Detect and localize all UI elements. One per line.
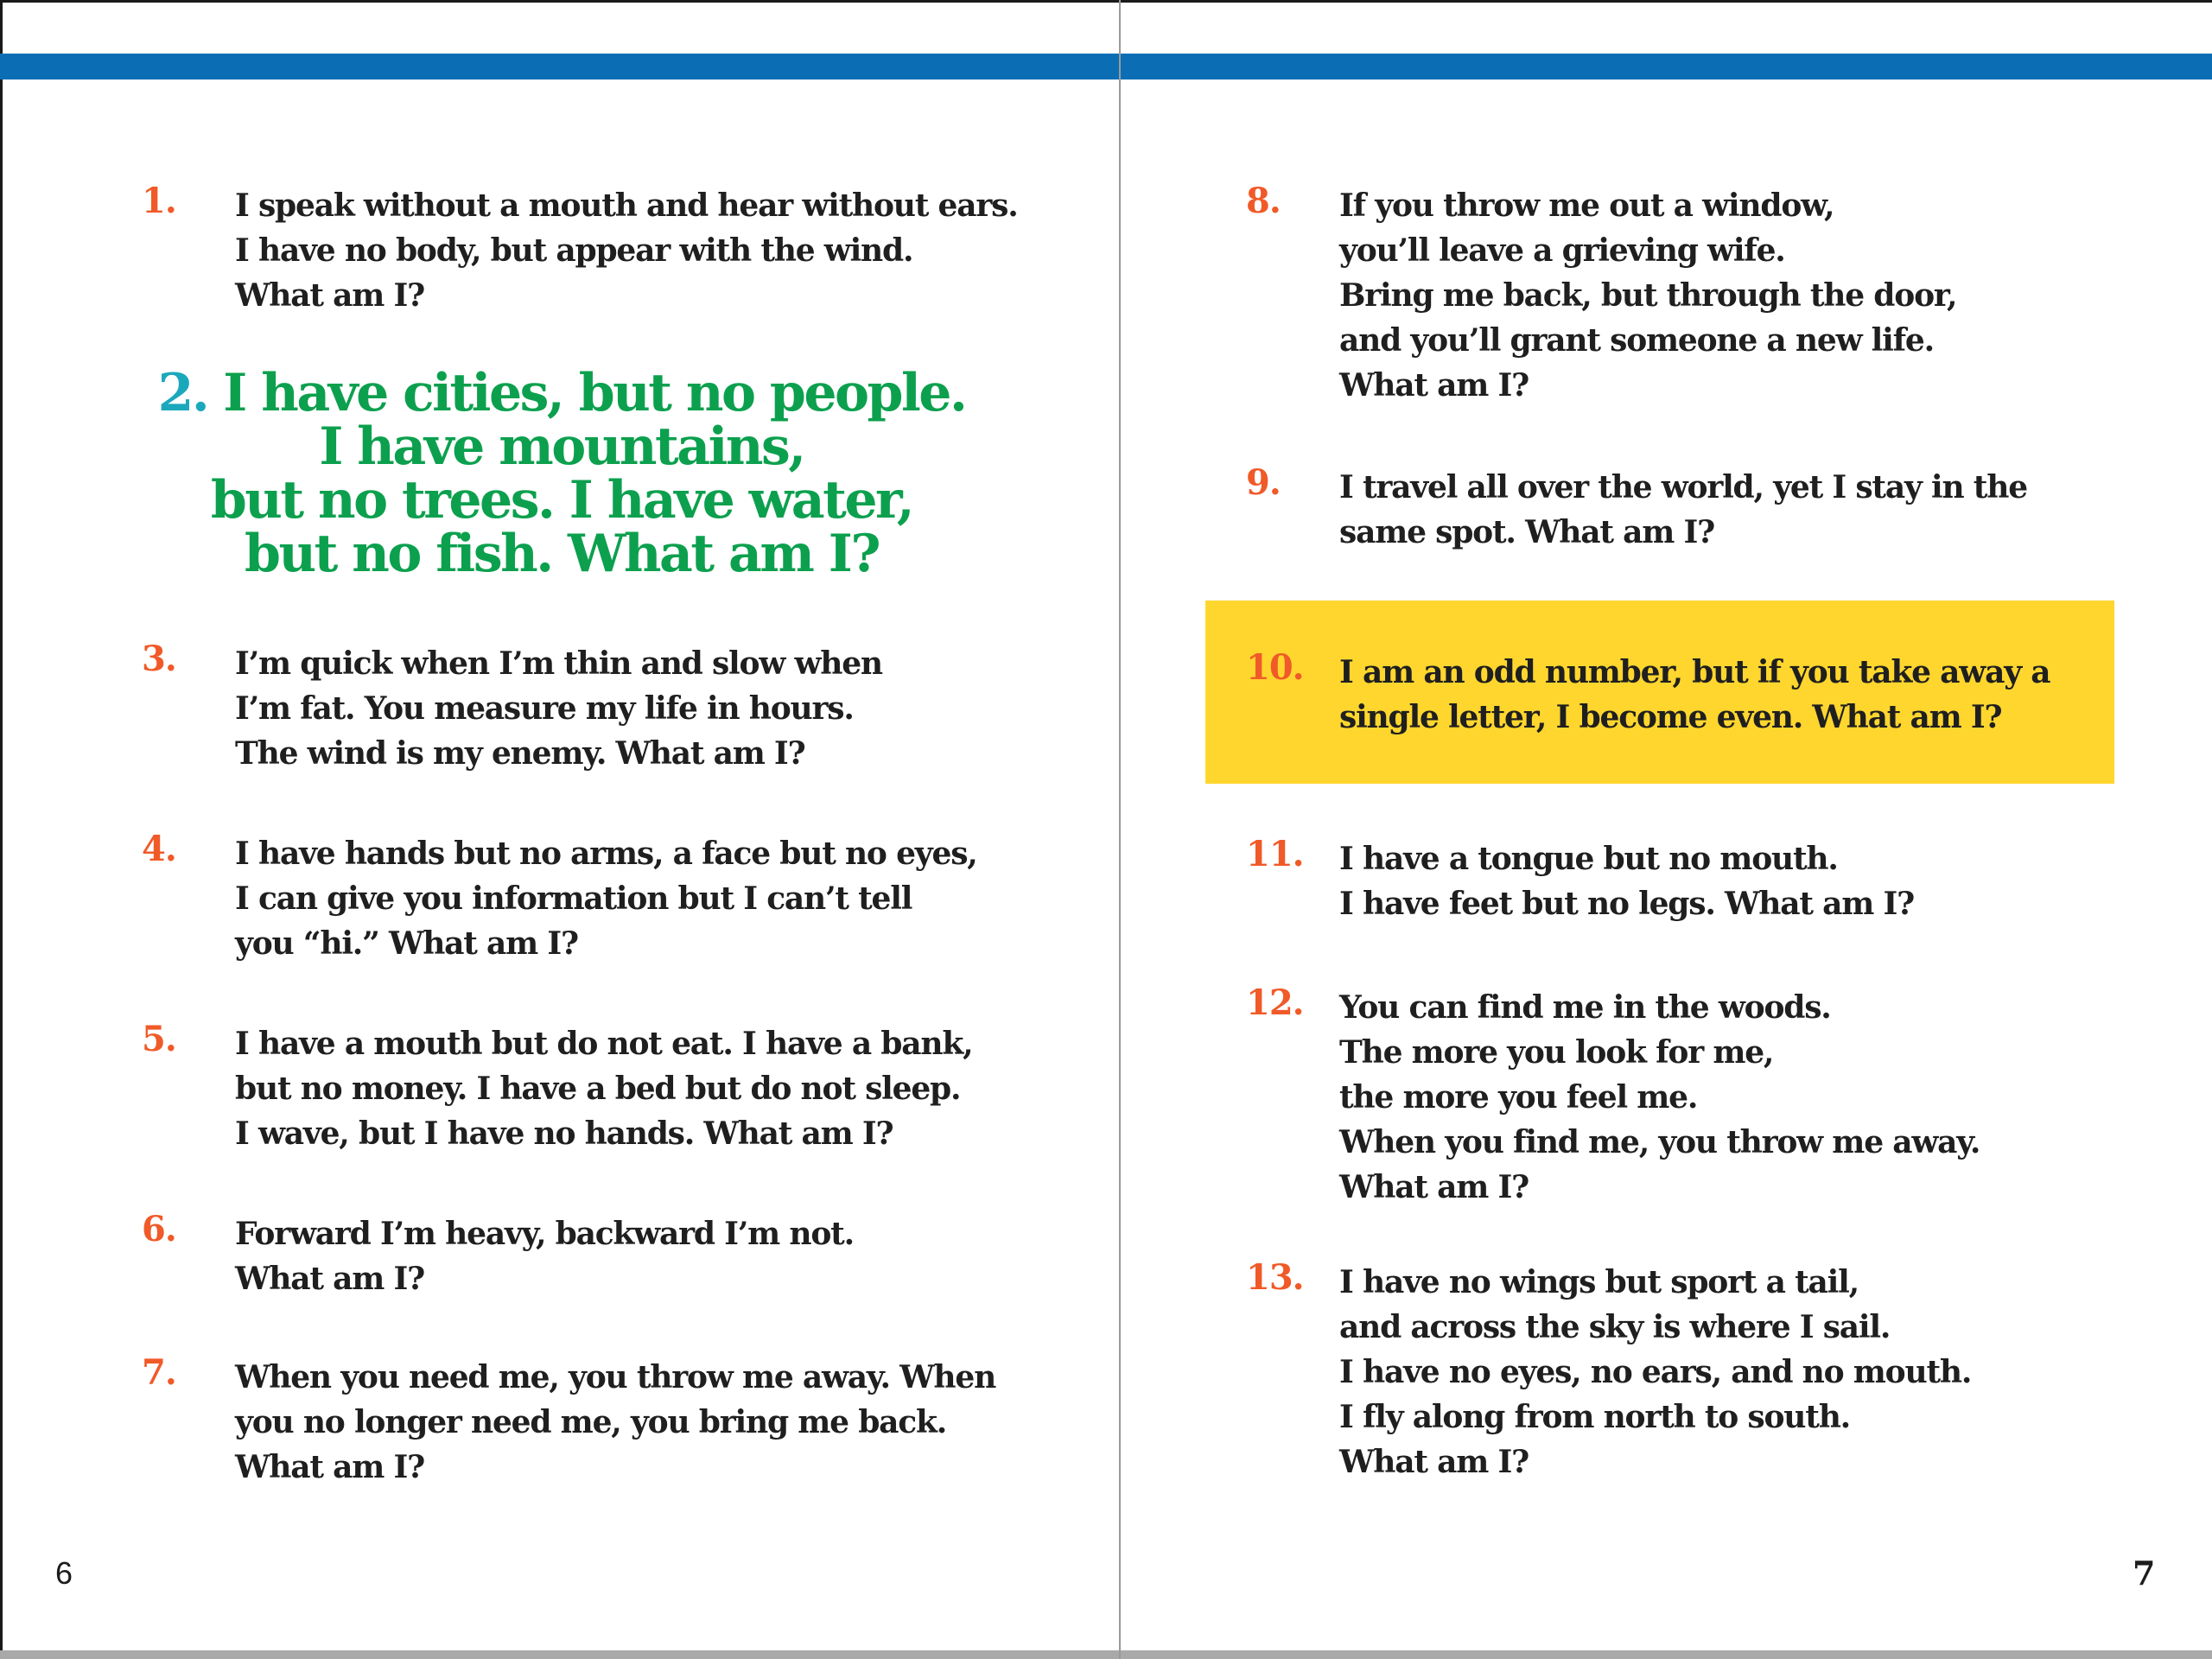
riddle-line: I have no wings but sport a tail, — [1339, 1264, 1859, 1300]
riddle-13 — [1246, 1257, 1972, 1484]
riddle-line: Bring me back, but through the door, — [1339, 277, 1957, 314]
page-left-border — [0, 0, 3, 1659]
riddle-line: When you need me, you throw me away. When — [235, 1359, 996, 1395]
page-top-border — [0, 0, 2212, 3]
riddle-line: What am I? — [1339, 1444, 1529, 1480]
riddle-10-text — [1339, 650, 2050, 740]
riddle-13-number: 13. — [1246, 1257, 1304, 1298]
riddle-line: I’m quick when I’m thin and slow when — [235, 645, 882, 682]
riddle-1-number: 1. — [142, 181, 176, 221]
riddle-line: I have hands but no arms, a face but no eyes, — [235, 836, 977, 872]
riddle-line: What am I? — [235, 1449, 424, 1485]
riddle-12-text — [1339, 985, 1980, 1210]
riddle-line: The more you look for me, — [1339, 1034, 1774, 1071]
riddle-line: but no trees. I have water, — [210, 470, 913, 531]
riddle-3-number: 3. — [142, 639, 176, 679]
riddle-8-number: 8. — [1246, 181, 1281, 221]
riddle-4-text — [235, 831, 977, 966]
riddle-3 — [142, 641, 882, 776]
riddle-line: Forward I’m heavy, backward I’m not. — [235, 1216, 854, 1252]
riddle-6 — [142, 1211, 854, 1301]
riddle-line: I have no body, but appear with the wind. — [235, 232, 913, 269]
riddle-3-text — [235, 641, 882, 776]
riddle-line: I can give you information but I can’t tell — [235, 880, 912, 917]
riddle-4 — [142, 831, 977, 966]
riddle-line: What am I? — [235, 1261, 424, 1297]
riddle-11 — [1246, 836, 1914, 926]
page-number-right: 7 — [2133, 1554, 2156, 1592]
riddle-line: I have a mouth but do not eat. I have a bank, — [235, 1026, 973, 1062]
riddle-5 — [142, 1021, 972, 1156]
riddle-2-line — [86, 363, 1037, 423]
riddle-11-number: 11. — [1246, 834, 1304, 874]
center-page-divider — [1119, 0, 1121, 1659]
riddle-7-number: 7. — [142, 1352, 176, 1393]
riddle-1 — [142, 183, 1018, 318]
riddle-6-text — [235, 1211, 854, 1301]
riddle-line: and across the sky is where I sail. — [1339, 1309, 1891, 1345]
riddle-line: You can find me in the woods. — [1339, 989, 1831, 1026]
riddle-line: I have mountains, — [319, 416, 804, 477]
page-number-left: 6 — [55, 1555, 73, 1591]
riddle-line: I wave, but I have no hands. What am I? — [235, 1116, 893, 1152]
riddle-line: I have cities, but no people. — [223, 363, 966, 423]
riddle-9-text — [1339, 465, 2027, 555]
header-blue-bar — [0, 54, 2212, 79]
riddle-line: I have no eyes, no ears, and no mouth. — [1339, 1354, 1972, 1390]
riddle-line: I have feet but no legs. What am I? — [1339, 886, 1914, 922]
riddle-line: I am an odd number, but if you take away a — [1339, 654, 2050, 690]
riddle-12-number: 12. — [1246, 982, 1304, 1023]
riddle-line: but no money. I have a bed but do not sleep. — [235, 1071, 961, 1107]
riddle-line: same spot. What am I? — [1339, 514, 1715, 550]
riddle-1-text — [235, 183, 1018, 318]
riddle-8 — [1246, 183, 1956, 408]
riddle-line: I speak without a mouth and hear without ears. — [235, 188, 1018, 224]
riddle-9 — [1246, 462, 2027, 555]
riddle-4-number: 4. — [142, 829, 176, 869]
riddle-5-text — [235, 1021, 972, 1156]
riddle-2-featured — [86, 363, 1037, 584]
riddle-2-number: 2. — [157, 363, 208, 423]
riddle-line: and you’ll grant someone a new life. — [1339, 322, 1934, 359]
riddle-line: If you throw me out a window, — [1339, 188, 1834, 224]
riddle-7 — [142, 1352, 996, 1490]
page-bottom-border — [0, 1650, 2212, 1659]
riddle-line: The wind is my enemy. What am I? — [235, 735, 805, 772]
riddle-line: What am I? — [1339, 367, 1529, 404]
riddle-line: you no longer need me, you bring me back. — [235, 1404, 947, 1440]
riddle-line: you “hi.” What am I? — [235, 925, 578, 962]
riddle-8-text — [1339, 183, 1956, 408]
riddle-12 — [1246, 982, 1980, 1210]
riddle-line: I travel all over the world, yet I stay in the — [1339, 469, 2027, 505]
riddle-line: the more you feel me. — [1339, 1079, 1698, 1116]
riddle-10 — [1246, 647, 2050, 740]
riddle-line: you’ll leave a grieving wife. — [1339, 232, 1785, 269]
riddle-line: What am I? — [235, 277, 424, 314]
riddle-line: What am I? — [1339, 1169, 1529, 1205]
riddle-7-text — [235, 1355, 995, 1490]
riddle-6-number: 6. — [142, 1209, 176, 1249]
riddle-9-number: 9. — [1246, 462, 1281, 503]
riddle-line: single letter, I become even. What am I? — [1339, 699, 2002, 735]
riddle-11-text — [1339, 836, 1914, 926]
riddle-line: When you find me, you throw me away. — [1339, 1124, 1980, 1160]
riddle-13-text — [1339, 1260, 1971, 1484]
riddle-line: I’m fat. You measure my life in hours. — [235, 690, 854, 727]
riddle-line: I fly along from north to south. — [1339, 1399, 1851, 1435]
riddle-5-number: 5. — [142, 1019, 176, 1059]
riddle-line: but no fish. What am I? — [245, 524, 879, 584]
riddle-line: I have a tongue but no mouth. — [1339, 841, 1838, 877]
riddle-10-number: 10. — [1246, 647, 1304, 688]
